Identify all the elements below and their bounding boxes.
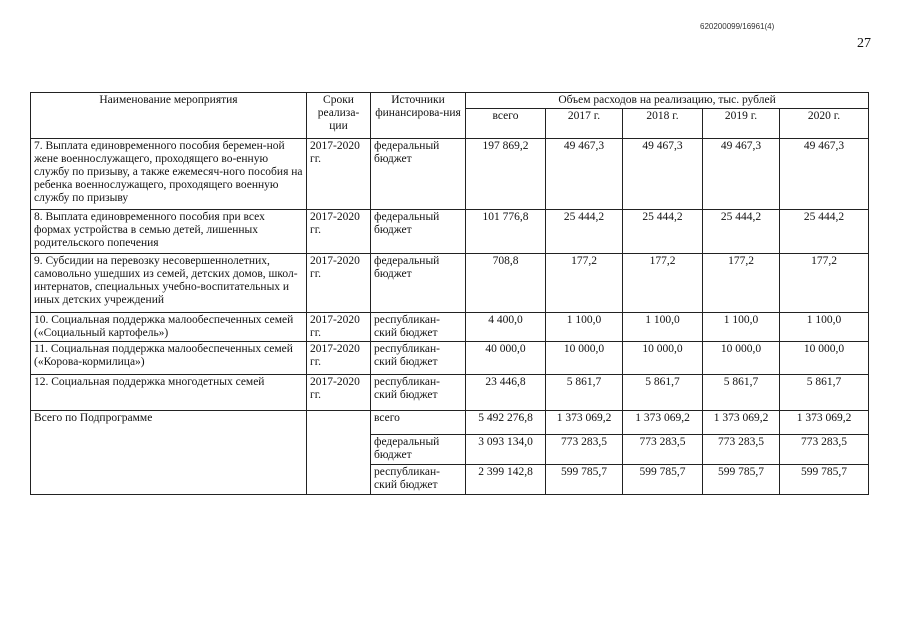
row-2018: 49 467,3: [623, 139, 703, 210]
summary-source: федеральный бюджет: [371, 435, 466, 465]
summary-name: Всего по Подпрограмме: [31, 411, 307, 495]
row-source: республикан-ский бюджет: [371, 375, 466, 411]
summary-2020: 1 373 069,2: [780, 411, 869, 435]
row-name: 10. Социальная поддержка малообеспеченных семей («Социальный картофель»): [31, 313, 307, 342]
row-total: 23 446,8: [466, 375, 546, 411]
row-2019: 5 861,7: [703, 375, 780, 411]
summary-total: 2 399 142,8: [466, 465, 546, 495]
row-2020: 25 444,2: [780, 210, 869, 254]
row-2020: 1 100,0: [780, 313, 869, 342]
row-term: 2017-2020 гг.: [307, 139, 371, 210]
row-2018: 25 444,2: [623, 210, 703, 254]
row-2017: 1 100,0: [546, 313, 623, 342]
header-2017: 2017 г.: [546, 109, 623, 139]
row-total: 197 869,2: [466, 139, 546, 210]
summary-2017: 773 283,5: [546, 435, 623, 465]
table-row: [31, 254, 869, 313]
summary-2019: 773 283,5: [703, 435, 780, 465]
row-2018: 5 861,7: [623, 375, 703, 411]
document-id: 620200099/16961(4): [700, 22, 775, 31]
row-term: 2017-2020 гг.: [307, 375, 371, 411]
row-source: республикан-ский бюджет: [371, 342, 466, 375]
summary-2020: 773 283,5: [780, 435, 869, 465]
row-name: 11. Социальная поддержка малообеспеченных семей («Корова-кормилица»): [31, 342, 307, 375]
row-name: 9. Субсидии на перевозку несовершеннолетних, самовольно ушедших из семей, детских домов, школ-интернатов, специальных учебно-воспитательных и иных детских учреждений: [31, 254, 307, 313]
header-source: Источники финансирова-ния: [371, 93, 466, 139]
row-total: 40 000,0: [466, 342, 546, 375]
row-2017: 177,2: [546, 254, 623, 313]
row-source: федеральный бюджет: [371, 210, 466, 254]
header-2020: 2020 г.: [780, 109, 869, 139]
expenses-table: [30, 92, 869, 495]
summary-2017: 1 373 069,2: [546, 411, 623, 435]
row-2020: 177,2: [780, 254, 869, 313]
header-total: всего: [466, 109, 546, 139]
row-name: 8. Выплата единовременного пособия при всех формах устройства в семью детей, лишенных родительского попечения: [31, 210, 307, 254]
row-2019: 49 467,3: [703, 139, 780, 210]
summary-total: 5 492 276,8: [466, 411, 546, 435]
header-2018: 2018 г.: [623, 109, 703, 139]
summary-2018: 773 283,5: [623, 435, 703, 465]
summary-2018: 599 785,7: [623, 465, 703, 495]
row-term: 2017-2020 гг.: [307, 254, 371, 313]
summary-2018: 1 373 069,2: [623, 411, 703, 435]
header-term: Сроки реализа-ции: [307, 93, 371, 139]
row-2017: 5 861,7: [546, 375, 623, 411]
summary-2019: 599 785,7: [703, 465, 780, 495]
page-number: 27: [857, 36, 871, 51]
row-term: 2017-2020 гг.: [307, 342, 371, 375]
summary-source: всего: [371, 411, 466, 435]
table-row: [31, 375, 869, 411]
row-term: 2017-2020 гг.: [307, 313, 371, 342]
summary-term: [307, 411, 371, 495]
row-2017: 25 444,2: [546, 210, 623, 254]
row-2018: 1 100,0: [623, 313, 703, 342]
summary-2020: 599 785,7: [780, 465, 869, 495]
row-source: федеральный бюджет: [371, 139, 466, 210]
summary-total: 3 093 134,0: [466, 435, 546, 465]
row-2020: 10 000,0: [780, 342, 869, 375]
row-2018: 177,2: [623, 254, 703, 313]
row-term: 2017-2020 гг.: [307, 210, 371, 254]
table-row: [31, 342, 869, 375]
row-2017: 10 000,0: [546, 342, 623, 375]
row-2019: 25 444,2: [703, 210, 780, 254]
row-2020: 49 467,3: [780, 139, 869, 210]
summary-2017: 599 785,7: [546, 465, 623, 495]
row-2018: 10 000,0: [623, 342, 703, 375]
table-row: [31, 139, 869, 210]
table-row: [31, 313, 869, 342]
row-2019: 10 000,0: [703, 342, 780, 375]
row-name: 12. Социальная поддержка многодетных семей: [31, 375, 307, 411]
row-2019: 177,2: [703, 254, 780, 313]
header-volume: Объем расходов на реализацию, тыс. рублей: [466, 93, 869, 109]
row-source: республикан-ский бюджет: [371, 313, 466, 342]
header-2019: 2019 г.: [703, 109, 780, 139]
table-row: [31, 210, 869, 254]
row-total: 708,8: [466, 254, 546, 313]
row-total: 101 776,8: [466, 210, 546, 254]
summary-source: республикан-ский бюджет: [371, 465, 466, 495]
summary-2019: 1 373 069,2: [703, 411, 780, 435]
row-source: федеральный бюджет: [371, 254, 466, 313]
row-total: 4 400,0: [466, 313, 546, 342]
summary-row: [31, 411, 869, 435]
row-2017: 49 467,3: [546, 139, 623, 210]
row-name: 7. Выплата единовременного пособия беремен-ной жене военнослужащего, проходящего во-енную службу по призыву, а также ежемесяч-ного пособия на ребенка военнослужащего, проходящего военную службу по призыву: [31, 139, 307, 210]
header-name: Наименование мероприятия: [31, 93, 307, 139]
row-2019: 1 100,0: [703, 313, 780, 342]
row-2020: 5 861,7: [780, 375, 869, 411]
